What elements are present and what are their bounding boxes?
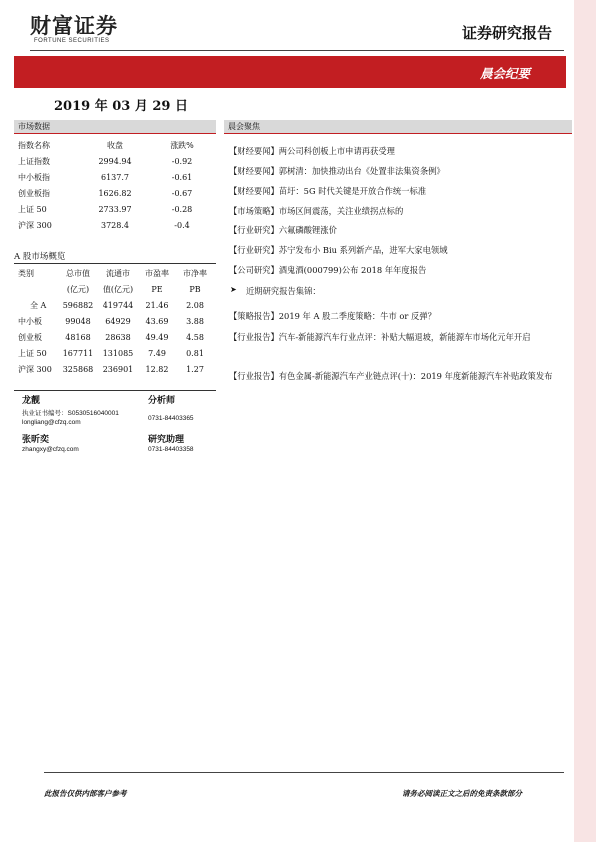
assistant-phone: 0731-84403358 (148, 446, 194, 453)
news-item[interactable]: 【公司研究】酒鬼酒(000799)公布 2018 年年度报告 (229, 265, 427, 275)
column-header: PB (189, 284, 201, 294)
report-item[interactable]: 【行业报告】有色金属-新能源汽车产业链点评(十)：2019 年度新能源汽车补贴政策发布 (229, 371, 553, 381)
table-cell: 21.46 (145, 300, 169, 310)
analyst-role: 分析师 (148, 396, 176, 406)
column-header: 类别 (18, 268, 34, 278)
table-cell: 沪深 300 (18, 364, 52, 374)
section-divider (224, 133, 572, 134)
table-cell: 创业板指 (18, 188, 50, 198)
column-header: 流通市 (106, 268, 130, 278)
assistant-name: 张昕奕 (22, 435, 50, 445)
footer-divider (44, 772, 564, 773)
table-cell: 0.81 (186, 348, 204, 358)
column-header: 收盘 (107, 140, 123, 150)
table-cell: 167711 (62, 348, 94, 358)
table-cell: 上证 50 (18, 348, 47, 358)
table-cell: 3728.4 (101, 220, 129, 230)
column-header: 市盈率 (145, 268, 169, 278)
recent-reports-title: 近期研究报告集锦： (246, 286, 321, 296)
table-cell: 43.69 (145, 316, 169, 326)
table-row (18, 329, 214, 345)
column-header: (亿元) (66, 284, 90, 294)
assistant-email[interactable]: zhangxy@cfzq.com (22, 446, 79, 453)
column-header: 市净率 (183, 268, 207, 278)
analyst-divider (14, 390, 216, 391)
column-header: PE (151, 284, 163, 294)
section-header: 市场数据 (14, 120, 216, 133)
title-banner (14, 56, 566, 88)
table-cell: 64929 (105, 316, 131, 326)
column-header: 值(亿元) (102, 284, 134, 294)
table-cell: 131085 (102, 348, 134, 358)
focus-section (224, 120, 572, 134)
market-data-table (18, 137, 214, 233)
table-cell: 3.88 (186, 316, 204, 326)
a-share-table (18, 265, 214, 377)
table-cell: 2994.94 (98, 156, 132, 166)
news-item[interactable]: 【行业研究】六氟磷酸锂涨价 (229, 225, 337, 235)
section-divider (14, 133, 216, 134)
table-row (18, 185, 214, 201)
table-cell: 全 A (30, 300, 47, 310)
table-cell: 中小板 (18, 316, 42, 326)
table-cell: 325868 (62, 364, 94, 374)
news-item[interactable]: 【财经要闻】郭树清：加快推动出台《处置非法集资条例》 (229, 166, 445, 176)
news-item[interactable]: 【市场策略】市场区间震荡，关注业绩拐点标的 (229, 206, 404, 216)
table-cell: 2.08 (186, 300, 204, 310)
table-cell: 上证 50 (18, 204, 47, 214)
column-header (18, 281, 58, 297)
table-cell: 596882 (62, 300, 94, 310)
news-item[interactable]: 【财经要闻】苗圩：5G 时代关键是开放合作统一标准 (229, 186, 427, 196)
analyst-cert: 执业证书编号：S0530516040001 (22, 410, 119, 417)
table-cell: -0.61 (171, 172, 193, 182)
footer-disclaimer-right: 请务必阅读正文之后的免责条款部分 (402, 789, 522, 798)
side-strip (574, 0, 596, 842)
table-cell: 7.49 (148, 348, 166, 358)
news-item[interactable]: 【行业研究】苏宁发布小 Biu 系列新产品，进军大家电领域 (229, 245, 448, 255)
table-cell: 236901 (102, 364, 134, 374)
arrow-bullet-icon: ➤ (230, 285, 237, 294)
table-cell: 4.58 (186, 332, 204, 342)
company-logo: 财富证券 (30, 13, 118, 38)
report-item[interactable]: 【策略报告】2019 年 A 股二季度策略：牛市 or 反弹？ (229, 311, 436, 321)
table-header-row (18, 281, 214, 297)
table-row (18, 153, 214, 169)
table-cell: 2733.97 (98, 204, 132, 214)
table-cell: 创业板 (18, 332, 42, 342)
table-cell: -0.28 (171, 204, 193, 214)
analyst-email[interactable]: longliang@cfzq.com (22, 419, 81, 426)
column-header: 总市值 (66, 268, 90, 278)
section-divider (14, 263, 216, 264)
report-type: 证券研究报告 (462, 24, 553, 42)
table-cell: 49.49 (145, 332, 169, 342)
table-cell: 中小板指 (18, 172, 50, 182)
table-row (18, 297, 214, 313)
table-cell: 12.82 (145, 364, 169, 374)
table-cell: -0.4 (174, 220, 190, 230)
table-cell: -0.92 (171, 156, 193, 166)
market-data-section (14, 120, 216, 134)
table-row (18, 169, 214, 185)
table-row (18, 345, 214, 361)
table-cell: 1626.82 (98, 188, 132, 198)
footer-disclaimer-left: 此报告仅供内部客户参考 (44, 789, 127, 798)
table-cell: 419744 (102, 300, 134, 310)
table-row (18, 361, 214, 377)
table-cell: 6137.7 (101, 172, 129, 182)
table-cell: 28638 (105, 332, 131, 342)
header-divider (30, 50, 564, 51)
table-header-row (18, 265, 214, 281)
table-header-row (18, 137, 214, 153)
column-header: 指数名称 (18, 140, 50, 150)
assistant-role: 研究助理 (148, 435, 185, 445)
analyst-phone: 0731-84403365 (148, 415, 194, 422)
company-logo-en: FORTUNE SECURITIES (34, 38, 110, 44)
a-share-title: A 股市场概览 (14, 252, 66, 262)
banner-title: 晨会纪要 (479, 66, 530, 81)
table-row (18, 217, 214, 233)
column-header: 涨跌% (170, 140, 194, 150)
analyst-name: 龙靓 (22, 396, 41, 406)
table-cell: 上证指数 (18, 156, 50, 166)
table-cell: 99048 (65, 316, 91, 326)
table-cell: 沪深 300 (18, 220, 52, 230)
table-cell: 1.27 (186, 364, 204, 374)
section-header: 晨会聚焦 (224, 120, 572, 133)
table-cell: 48168 (65, 332, 91, 342)
table-row (18, 313, 214, 329)
report-item[interactable]: 【行业报告】汽车-新能源汽车行业点评：补贴大幅退坡，新能源车市场化元年开启 (229, 332, 531, 342)
news-item[interactable]: 【财经要闻】两公司科创板上市申请再获受理 (229, 146, 395, 156)
table-cell: -0.67 (171, 188, 193, 198)
report-date: 2019 年 03 月 29 日 (54, 99, 188, 114)
table-row (18, 201, 214, 217)
